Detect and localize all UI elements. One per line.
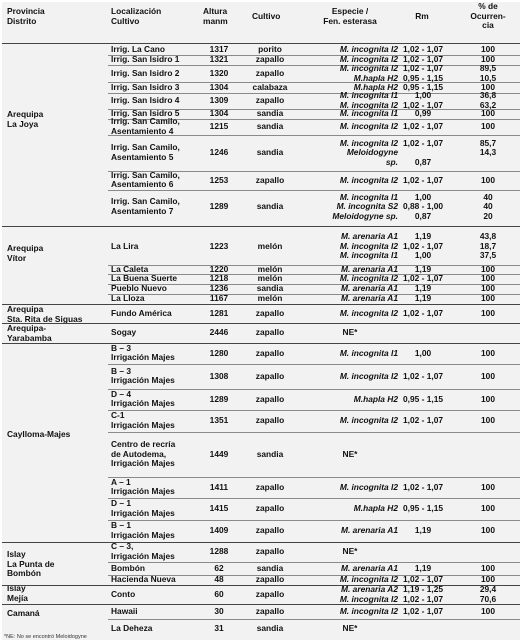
header-altura: Altura manm <box>203 6 228 26</box>
rm-cell: 1,02 - 1,07 <box>402 370 444 381</box>
location-cell: D – 1 Irrigación Majes <box>111 498 175 518</box>
occurrence-cell: 100 <box>481 503 495 514</box>
location-cell: A – 1 Irrigación Majes <box>111 476 175 497</box>
crop-cell: sandia <box>256 562 284 573</box>
altitude-cell: 1167 <box>209 293 229 304</box>
location-cell: Bombón <box>111 562 145 573</box>
rm-cell: 0,95 - 1,15 <box>402 72 444 83</box>
occurrence-cell: 10,5 <box>479 72 497 83</box>
occurrence-cell: 100 <box>481 283 495 294</box>
row-divider <box>108 190 520 191</box>
rm-cell: 1,19 <box>414 283 432 294</box>
altitude-cell: 1320 <box>209 67 229 78</box>
location-cell: C – 3, Irrigación Majes <box>111 541 175 561</box>
rm-cell: 0,95 - 1,15 <box>402 503 444 514</box>
row-divider <box>2 304 520 305</box>
occurrence-cell: 63,2 <box>479 100 497 110</box>
occurrence-cell: 100 <box>481 393 495 404</box>
crop-cell: zapallo <box>255 370 285 381</box>
crop-cell: zapallo <box>255 393 285 404</box>
rm-cell: 1,02 - 1,07 <box>402 174 444 185</box>
location-cell: Irrig. San Isidro 1 <box>111 54 180 65</box>
rm-cell: 1,00 <box>414 250 432 261</box>
rm-cell: 1,19 - 1,25 <box>402 583 444 594</box>
row-divider <box>2 343 520 344</box>
species-cell: NE* <box>342 327 358 338</box>
rm-cell: 1,02 - 1,07 <box>402 121 444 132</box>
rm-cell: 0,87 <box>414 156 432 167</box>
location-cell: B – 1 Irrigación Majes <box>111 520 175 540</box>
altitude-cell: 1215 <box>209 121 229 132</box>
province-district-cell: Islay Mejía <box>7 583 28 603</box>
species-cell: M. arenaria A1 <box>341 293 398 304</box>
document-page <box>2 2 520 640</box>
rm-cell: 0,88 - 1,00 <box>402 201 444 212</box>
species-cell: M. incognita I2 <box>339 43 398 54</box>
species-cell: M. arenaria A1 <box>341 562 398 573</box>
species-cell: M. incognita I1 <box>339 347 398 358</box>
species-cell: M. incognita I1 <box>339 108 398 119</box>
occurrence-cell: 43,8 <box>479 231 497 242</box>
species-cell: M. incognita I1 <box>339 90 398 101</box>
altitude-cell: 1449 <box>209 448 229 459</box>
rm-cell: 1,02 - 1,07 <box>402 415 444 426</box>
rm-cell: 1,19 <box>414 525 432 536</box>
location-cell: Fundo América <box>111 307 172 318</box>
species-cell: M. incognita I2 <box>339 370 398 381</box>
species-cell: M. incognita I1 <box>339 191 398 202</box>
crop-cell: sandia <box>256 623 284 634</box>
altitude-cell: 1304 <box>209 81 229 92</box>
species-cell: M. arenaria A1 <box>341 525 398 536</box>
footnote: *NE: No se encontró Meloidogyne <box>4 634 87 640</box>
occurrence-cell: 100 <box>481 574 495 585</box>
altitude-cell: 1246 <box>209 147 229 158</box>
location-cell: Sogay <box>111 327 137 338</box>
crop-cell: zapallo <box>255 307 285 318</box>
species-cell: NE* <box>342 546 358 557</box>
species-cell: M. incognita I2 <box>339 574 398 585</box>
location-cell: Centro de recría de Autodema, Irrigación Majes <box>111 439 176 469</box>
location-cell: Irrig. San Camilo, Asentamiento 4 <box>111 116 180 136</box>
header-rm: Rm <box>415 11 429 21</box>
crop-cell: zapallo <box>255 415 285 426</box>
occurrence-cell: 36,8 <box>479 90 497 101</box>
row-divider <box>108 135 520 136</box>
location-cell: Irrig. San Isidro 2 <box>111 67 180 78</box>
species-cell: M. arenaria A1 <box>341 283 398 294</box>
species-cell: M. incognita I2 <box>339 121 398 132</box>
location-cell: Irrig. San Camilo, Asentamiento 7 <box>111 196 180 216</box>
row-divider <box>2 226 520 227</box>
location-cell: Irrig. San Isidro 5 <box>111 108 180 119</box>
altitude-cell: 1288 <box>209 546 229 557</box>
rm-cell: 1,02 - 1,07 <box>402 100 444 110</box>
province-district-cell: Arequipa La Joya <box>7 109 44 129</box>
altitude-cell: 2446 <box>209 327 229 338</box>
species-cell: M. incognita I2 <box>339 174 398 185</box>
species-cell: M. incognita I2 <box>339 54 398 65</box>
altitude-cell: 1223 <box>209 240 229 251</box>
species-cell: M. incognita I2 <box>339 137 398 148</box>
occurrence-cell: 100 <box>481 562 495 573</box>
species-cell: NE* <box>342 623 358 634</box>
occurrence-cell: 100 <box>481 174 495 185</box>
occurrence-cell: 85,7 <box>479 137 497 148</box>
location-cell: Irrig. San Isidro 3 <box>111 81 180 92</box>
species-cell: M. incognita I2 <box>339 481 398 492</box>
location-cell: La Deheza <box>111 623 153 634</box>
occurrence-cell: 100 <box>481 307 495 318</box>
altitude-cell: 1218 <box>209 273 229 284</box>
occurrence-cell: 100 <box>481 108 495 119</box>
occurrence-cell: 37,5 <box>479 250 497 261</box>
province-district-cell: Camaná <box>7 608 40 618</box>
crop-cell: melón <box>257 263 283 274</box>
rm-cell: 1,02 - 1,07 <box>402 240 444 251</box>
crop-cell: zapallo <box>255 481 285 492</box>
rm-cell: 1,02 - 1,07 <box>402 574 444 585</box>
row-divider <box>108 432 520 433</box>
species-cell: M. incognita S2 <box>336 201 398 212</box>
species-cell: NE* <box>342 448 358 459</box>
location-cell: Conto <box>111 588 136 599</box>
rm-cell: 1,00 <box>414 347 432 358</box>
occurrence-cell: 100 <box>481 525 495 536</box>
altitude-cell: 1281 <box>209 307 229 318</box>
rm-cell: 1,19 <box>414 293 432 304</box>
occurrence-cell: 18,7 <box>479 240 497 251</box>
occurrence-cell: 40 <box>483 201 493 212</box>
altitude-cell: 1321 <box>209 54 229 65</box>
altitude-cell: 48 <box>214 574 224 585</box>
crop-cell: zapallo <box>255 67 285 78</box>
rm-cell: 1,19 <box>414 263 432 274</box>
crop-cell: zapallo <box>255 503 285 514</box>
occurrence-cell: 100 <box>481 263 495 274</box>
province-district-cell: Arequipa Vítor <box>7 243 44 263</box>
header-ocurrencia: % de Ocurren- cia <box>470 2 506 30</box>
location-cell: Hawaii <box>111 605 138 616</box>
species-cell: M. incognita I2 <box>339 62 398 73</box>
row-divider <box>2 604 520 605</box>
location-cell: Irrig. La Cano <box>111 43 165 54</box>
altitude-cell: 1289 <box>209 393 229 404</box>
rm-cell: 0,95 - 1,15 <box>402 393 444 404</box>
crop-cell: zapallo <box>255 95 285 106</box>
location-cell: Irrig. San Isidro 4 <box>111 95 180 106</box>
rm-cell: 1,02 - 1,07 <box>402 307 444 318</box>
header-localizacion: Localización Cultivo <box>111 6 162 26</box>
altitude-cell: 1411 <box>209 481 229 492</box>
species-cell: M. incognita I2 <box>339 605 398 616</box>
species-cell: M. arenaria A1 <box>341 263 398 274</box>
altitude-cell: 1220 <box>209 263 229 274</box>
row-divider <box>108 364 520 365</box>
altitude-cell: 1409 <box>209 525 229 536</box>
row-divider <box>2 585 520 586</box>
rm-cell: 1,00 <box>414 90 432 101</box>
occurrence-cell: 100 <box>481 605 495 616</box>
species-cell: M.hapla H2 <box>353 81 398 92</box>
species-cell: M. arenaria A2 <box>341 583 398 594</box>
row-divider <box>2 542 520 543</box>
species-cell: M. incognita I2 <box>339 415 398 426</box>
occurrence-cell: 100 <box>481 415 495 426</box>
species-cell: M. incognita I2 <box>339 593 398 604</box>
rm-cell: 1,02 - 1,07 <box>402 43 444 54</box>
rm-cell: 1,02 - 1,07 <box>402 481 444 492</box>
species-cell: M. arenaria A1 <box>341 231 398 242</box>
altitude-cell: 62 <box>214 562 224 573</box>
occurrence-cell: 70,6 <box>479 593 497 604</box>
rm-cell: 1,02 - 1,07 <box>402 605 444 616</box>
crop-cell: sandia <box>256 108 284 119</box>
rm-cell: 1,02 - 1,07 <box>402 137 444 148</box>
crop-cell: zapallo <box>255 574 285 585</box>
species-cell: M. incognita I2 <box>339 307 398 318</box>
species-cell: Meloidogyne sp. <box>346 147 398 167</box>
rm-cell: 1,02 - 1,07 <box>402 273 444 284</box>
occurrence-cell: 100 <box>481 81 495 92</box>
province-district-cell: Caylloma-Majes <box>7 429 71 439</box>
altitude-cell: 1289 <box>209 201 229 212</box>
occurrence-cell: 89,5 <box>479 62 497 73</box>
occurrence-cell: 100 <box>481 121 495 132</box>
species-cell: M.hapla H2 <box>353 72 398 83</box>
location-cell: B – 3 Irrigación Majes <box>111 365 175 386</box>
location-cell: Irrig. San Camilo, Asentamiento 5 <box>111 142 180 162</box>
altitude-cell: 1236 <box>209 283 229 294</box>
altitude-cell: 1253 <box>209 174 229 185</box>
crop-cell: sandia <box>256 448 284 459</box>
species-cell: Meloidogyne sp. <box>332 210 398 221</box>
occurrence-cell: 100 <box>481 347 495 358</box>
location-cell: B – 3 Irrigación Majes <box>111 342 175 363</box>
crop-cell: melón <box>257 240 283 251</box>
crop-cell: porito <box>258 43 282 54</box>
altitude-cell: 30 <box>214 605 224 616</box>
crop-cell: zapallo <box>255 174 285 185</box>
occurrence-cell: 100 <box>481 293 495 304</box>
occurrence-cell: 14,3 <box>479 147 497 158</box>
crop-cell: zapallo <box>255 588 285 599</box>
rm-cell: 1,02 - 1,07 <box>402 593 444 604</box>
rm-cell: 1,02 - 1,07 <box>402 62 444 73</box>
crop-cell: zapallo <box>255 327 285 338</box>
species-cell: M. incognita I1 <box>339 250 398 261</box>
row-divider <box>2 323 520 324</box>
rm-cell: 1,19 <box>414 562 432 573</box>
altitude-cell: 1317 <box>209 43 229 54</box>
rm-cell: 0,95 - 1,15 <box>402 81 444 92</box>
altitude-cell: 60 <box>214 588 224 599</box>
location-cell: D – 4 Irrigación Majes <box>111 388 175 409</box>
crop-cell: melón <box>257 273 283 284</box>
rm-cell: 0,99 <box>414 108 432 119</box>
species-cell: M. incognita I2 <box>339 273 398 284</box>
crop-cell: zapallo <box>255 605 285 616</box>
location-cell: La Lira <box>111 240 139 251</box>
province-district-cell: Arequipa Sta. Rita de Siguas <box>7 304 83 324</box>
occurrence-cell: 100 <box>481 54 495 65</box>
crop-cell: zapallo <box>255 347 285 358</box>
crop-cell: melón <box>257 293 283 304</box>
header-especie: Especie / Fen. esterasa <box>323 6 377 26</box>
altitude-cell: 1309 <box>209 95 229 106</box>
header-provincia: Provincia Distrito <box>7 6 45 26</box>
row-divider <box>108 619 520 620</box>
crop-cell: zapallo <box>255 54 285 65</box>
occurrence-cell: 100 <box>481 273 495 284</box>
species-cell: M.hapla H2 <box>353 393 398 404</box>
table-body <box>2 2 520 640</box>
header-cultivo: Cultivo <box>252 11 281 21</box>
altitude-cell: 1304 <box>209 108 229 119</box>
location-cell: La Caleta <box>111 263 149 274</box>
occurrence-cell: 20 <box>483 210 493 221</box>
location-cell: Hacienda Nueva <box>111 574 176 585</box>
crop-cell: sandia <box>256 121 284 132</box>
crop-cell: sandia <box>256 201 284 212</box>
location-cell: Irrig. San Camilo, Asentamiento 6 <box>111 169 180 190</box>
location-cell: Pueblo Nuevo <box>111 283 167 294</box>
province-district-cell: Arequipa- Yarabamba <box>7 323 52 343</box>
rm-cell: 1,00 <box>414 191 432 202</box>
location-cell: La Buena Suerte <box>111 273 178 284</box>
crop-cell: zapallo <box>255 546 285 557</box>
location-cell: La Lloza <box>111 293 145 304</box>
crop-cell: sandia <box>256 283 284 294</box>
crop-cell: zapallo <box>255 525 285 536</box>
occurrence-cell: 100 <box>481 370 495 381</box>
rm-cell: 1,19 <box>414 231 432 242</box>
occurrence-cell: 29,4 <box>479 583 497 594</box>
altitude-cell: 1280 <box>209 347 229 358</box>
province-district-cell: Islay La Punta de Bombón <box>7 549 55 579</box>
occurrence-cell: 100 <box>481 43 495 54</box>
rm-cell: 0,87 <box>414 210 432 221</box>
rm-cell: 1,02 - 1,07 <box>402 54 444 65</box>
occurrence-cell: 40 <box>483 191 493 202</box>
occurrence-cell: 100 <box>481 481 495 492</box>
altitude-cell: 1308 <box>209 370 229 381</box>
altitude-cell: 1415 <box>209 503 229 514</box>
altitude-cell: 1351 <box>209 415 229 426</box>
species-cell: M.hapla H2 <box>353 503 398 514</box>
species-cell: M. incognita I2 <box>339 240 398 251</box>
altitude-cell: 31 <box>214 623 224 634</box>
location-cell: C-1 Irrigación Majes <box>111 410 175 430</box>
crop-cell: calabaza <box>252 81 288 92</box>
species-cell: M. incognita I2 <box>339 100 398 110</box>
crop-cell: sandia <box>256 147 284 158</box>
